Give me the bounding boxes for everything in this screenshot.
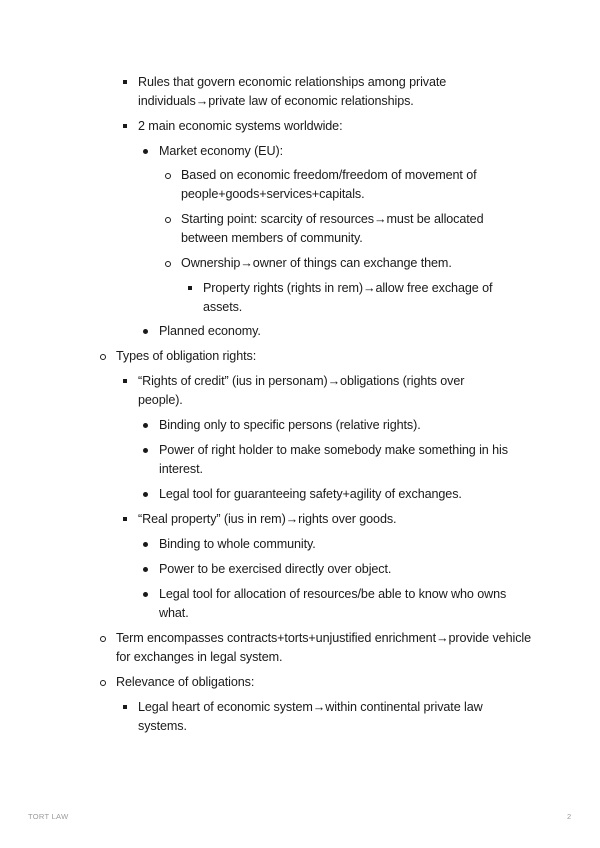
list-item <box>181 254 521 273</box>
bullet-disc-icon <box>143 448 148 453</box>
list-item <box>116 629 536 666</box>
bullet-square-icon <box>123 379 127 383</box>
list-item <box>159 535 519 554</box>
list-item-text: Planned economy. <box>159 324 261 338</box>
footer-title: TORT LAW <box>28 812 69 821</box>
list-item-text: Power of right holder to make somebody make something in his interest. <box>159 443 508 476</box>
list-item-text: Binding to whole community. <box>159 537 316 551</box>
list-item-text: Binding only to specific persons (relative rights). <box>159 418 421 432</box>
list-item-text: Based on economic freedom/freedom of movement of people+goods+services+capitals. <box>181 168 477 201</box>
list-item <box>138 698 508 735</box>
bullet-disc-icon <box>143 592 148 597</box>
list-item-text: Term encompasses contracts+torts+unjustified enrichment→provide vehicle for exchanges in legal system. <box>116 631 531 664</box>
list-item <box>159 441 531 478</box>
list-item-text: 2 main economic systems worldwide: <box>138 119 343 133</box>
list-item-text: Rules that govern economic relationships among private individuals→private law of economic relationships. <box>138 75 447 108</box>
list-item <box>138 510 498 529</box>
bullet-disc-icon <box>143 542 148 547</box>
bullet-circle-icon <box>100 354 106 360</box>
bullet-circle-icon <box>165 217 171 223</box>
bullet-disc-icon <box>143 492 148 497</box>
list-item <box>116 673 516 692</box>
list-item-text: Market economy (EU): <box>159 144 283 158</box>
bullet-square-icon <box>123 124 127 128</box>
list-item <box>116 347 516 366</box>
bullet-square-icon <box>123 80 127 84</box>
list-item <box>159 416 519 435</box>
list-item-text: Ownership→owner of things can exchange them. <box>181 256 452 270</box>
list-item-text: “Real property” (ius in rem)→rights over goods. <box>138 512 397 526</box>
bullet-disc-icon <box>143 149 148 154</box>
list-item-text: Power to be exercised directly over object. <box>159 562 392 576</box>
list-item-text: Property rights (rights in rem)→allow free exchage of assets. <box>203 281 493 314</box>
bullet-disc-icon <box>143 567 148 572</box>
bullet-circle-icon <box>100 636 106 642</box>
list-item <box>203 279 533 316</box>
bullet-disc-icon <box>143 423 148 428</box>
list-item <box>138 117 478 136</box>
bullet-square-icon <box>188 286 192 290</box>
bullet-circle-icon <box>165 173 171 179</box>
bullet-square-icon <box>123 705 127 709</box>
list-item-text: Types of obligation rights: <box>116 349 257 363</box>
list-item <box>181 210 521 247</box>
list-item <box>159 485 531 504</box>
bullet-disc-icon <box>143 329 148 334</box>
bullet-circle-icon <box>100 680 106 686</box>
page-number: 2 <box>567 812 572 821</box>
bullet-square-icon <box>123 517 127 521</box>
list-item <box>181 166 521 203</box>
list-item-text: Relevance of obligations: <box>116 675 255 689</box>
list-item <box>138 73 478 110</box>
bullet-circle-icon <box>165 261 171 267</box>
list-item <box>138 372 488 409</box>
list-item-text: Legal tool for allocation of resources/be able to know who owns what. <box>159 587 507 620</box>
list-item-text: “Rights of credit” (ius in personam)→obligations (rights over people). <box>138 374 465 407</box>
list-item-text: Legal heart of economic system→within continental private law systems. <box>138 700 483 733</box>
list-item-text: Starting point: scarcity of resources→must be allocated between members of community. <box>181 212 484 245</box>
list-item <box>159 585 531 622</box>
list-item <box>159 322 499 341</box>
list-item <box>159 142 499 161</box>
list-item-text: Legal tool for guaranteeing safety+agility of exchanges. <box>159 487 462 501</box>
list-item <box>159 560 519 579</box>
